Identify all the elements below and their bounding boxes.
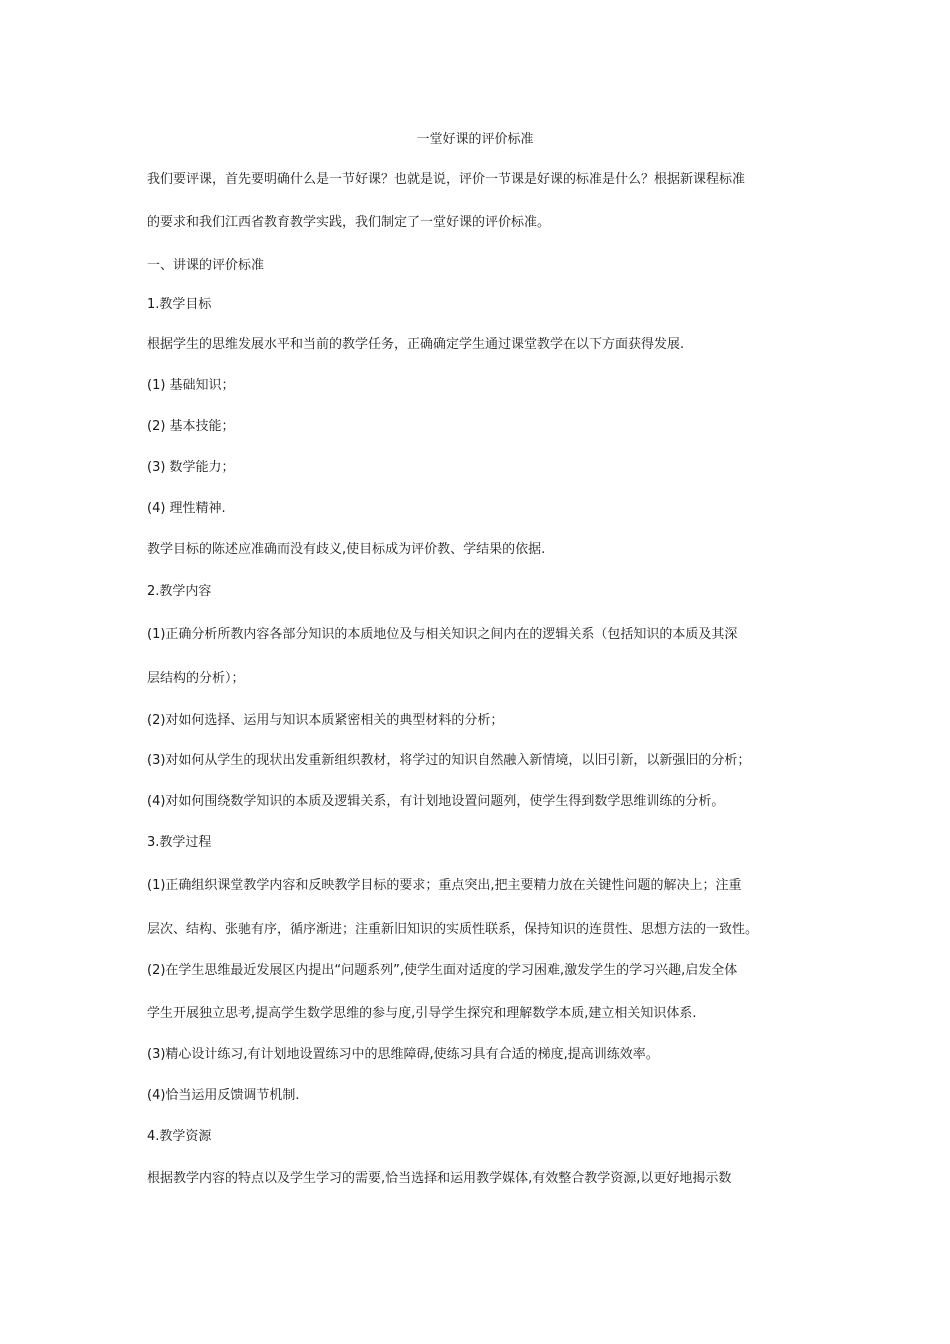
paragraph-line: 教学目标的陈述应准确而没有歧义,使目标成为评价教、学结果的依据.: [147, 542, 546, 557]
subsection-heading: 2.教学内容: [147, 584, 212, 599]
subsection-heading: 3.教学过程: [147, 835, 212, 850]
list-item: (1) 基础知识；: [147, 378, 235, 393]
paragraph-line: 根据教学内容的特点以及学生学习的需要,恰当选择和运用教学媒体,有效整合教学资源,以更好地揭示数: [147, 1171, 732, 1186]
paragraph-line: 的要求和我们江西省教育教学实践，我们制定了一堂好课的评价标准。: [147, 215, 551, 230]
paragraph-line: 层次、结构、张驰有序，循序渐进；注重新旧知识的实质性联系，保持知识的连贯性、思想方法的一致性。: [147, 922, 759, 937]
list-item: (2)在学生思维最近发展区内提出“问题系列”,使学生面对适度的学习困难,激发学生的学习兴趣,启发全体: [147, 963, 738, 978]
paragraph-line: 根据学生的思维发展水平和当前的教学任务，正确确定学生通过课堂教学在以下方面获得发展.: [147, 337, 685, 352]
subsection-heading: 1.教学目标: [147, 297, 212, 312]
list-item: (1)正确组织课堂教学内容和反映教学目标的要求；重点突出,把主要精力放在关键性问题的解决上；注重: [147, 878, 742, 893]
list-item: (3) 数学能力；: [147, 460, 235, 475]
paragraph-line: 我们要评课，首先要明确什么是一节好课？也就是说，评价一节课是好课的标准是什么？根据新课程标准: [147, 172, 746, 187]
list-item: (3)精心设计练习,有计划地设置练习中的思维障碍,使练习具有合适的梯度,提高训练效率。: [147, 1047, 659, 1062]
list-item: (2) 基本技能；: [147, 419, 235, 434]
document-title: 一堂好课的评价标准: [416, 132, 534, 147]
list-item: (4) 理性精神.: [147, 501, 226, 516]
list-item: (1)正确分析所教内容各部分知识的本质地位及与相关知识之间内在的逻辑关系（包括知识的本质及其深: [147, 627, 738, 642]
list-item: (3)对如何从学生的现状出发重新组织教材，将学过的知识自然融入新情境，以旧引新，以新强旧的分析；: [147, 753, 751, 768]
list-item: (4)恰当运用反馈调节机制.: [147, 1088, 300, 1103]
section-heading: 一、讲课的评价标准: [147, 258, 265, 273]
paragraph-line: 学生开展独立思考,提高学生数学思维的参与度,引导学生探究和理解数学本质,建立相关知识体系.: [147, 1006, 697, 1021]
paragraph-line: 层结构的分析）；: [147, 671, 245, 686]
list-item: (2)对如何选择、运用与知识本质紧密相关的典型材料的分析；: [147, 713, 504, 728]
list-item: (4)对如何围绕数学知识的本质及逻辑关系，有计划地设置问题列，使学生得到数学思维训练的分析。: [147, 794, 725, 809]
subsection-heading: 4.教学资源: [147, 1129, 212, 1144]
